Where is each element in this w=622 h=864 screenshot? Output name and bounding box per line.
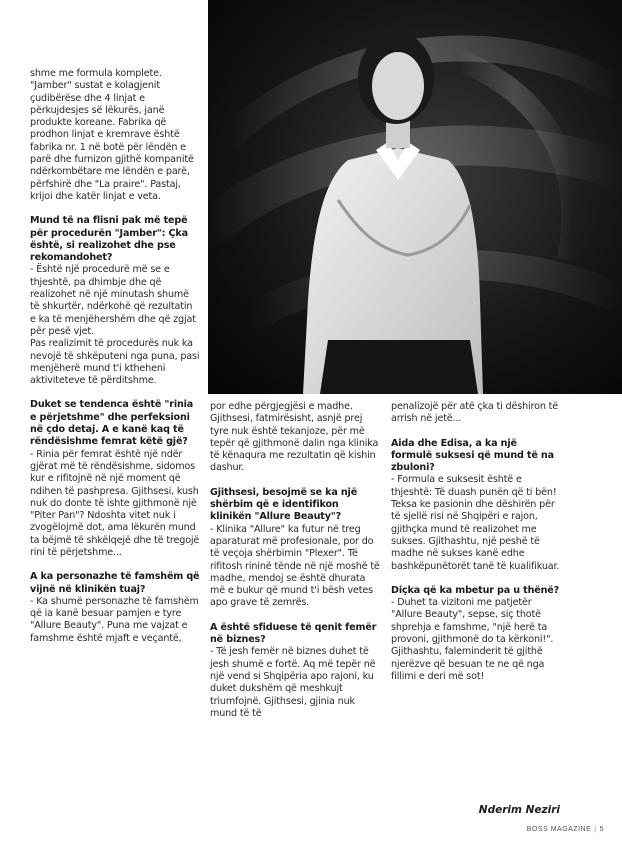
footer-separator: | <box>594 826 597 833</box>
interview-answer: - Ka shumë personazhe të famshëm që ia kanë besuar pamjen e tyre "Allure Beauty". Puna me vajzat e famshme është mjaft e veçantë, <box>30 595 199 644</box>
interview-question: A ka personazhe të famshëm që vijnë në klinikën tuaj? <box>30 571 200 595</box>
interview-question: Gjithsesi, besojmë se ka një shërbim që e identifikon klinikën "Allure Beauty"? <box>210 486 358 523</box>
interview-answer: Pas realizimit të procedurës nuk ka nevojë të shkëputeni nga puna, pasi menjëherë mund t'i ktheheni aktiviteteve të përditshme. <box>30 338 200 387</box>
text-column-1 <box>30 68 200 645</box>
interview-question: Diçka që ka mbetur pa u thënë? <box>391 584 560 596</box>
page-number: 5 <box>599 826 604 833</box>
author-byline: Nderim Neziri <box>478 804 560 816</box>
paragraph: por edhe përgjegjësi e madhe. Gjithsesi, fatmirësisht, asnjë prej tyre nuk është tekanjoze, për më tepër që gjithmonë dalin nga klinika të kënaqura me rezultatin që kishin dashur. <box>210 401 379 474</box>
interview-answer: - Është një procedurë më se e thjeshtë, pa dhimbje dhe që realizohet në një minutash shumë të shkurtër, ndërkohë që rezultatin e ka të menjëhershëm dhe që zgjat për pesë vjet. <box>30 264 196 337</box>
interview-answer: - Rinia për femrat është një ndër gjërat më të rëndësishme, sidomos kur e rifitojnë në një moment që ndihen të pashpresa. Gjithsesi, kush nuk do donte të ishte gjithmonë një "Piter Pan"? Ndoshta vitet nuk i zvogëlojmë dot, ama lëkurën mund ta bëjmë të shkëlqejë dhe të tregojë rini të përjetshme... <box>30 448 200 558</box>
interview-answer: - Të jesh femër në biznes duhet të jesh shumë e fortë. Aq më tepër në një vend si Shqipëria apo rajoni, ku duket dukshëm që meshkujt triumfojnë. Gjithsesi, gjinia nuk mund të të <box>210 646 376 719</box>
interview-answer: - Klinika "Allure" ka futur në treg aparaturat më profesionale, por do të veçoja shërbimin "Plexer". Të rifitosh rininë tënde në një moshë të madhe, mendoj se është dhurata më e bukur që mund t'i bësh vetes apo grave të zemrës. <box>210 523 380 609</box>
interview-question: Mund të na flisni pak më tepë për procedurën "Jamber": Çka është, si realizohet dhe pse rekomandohet? <box>30 215 188 264</box>
page-footer <box>527 826 604 833</box>
interview-question: Aida dhe Edisa, a ka një formulë suksesi që mund të na zbuloni? <box>391 437 554 474</box>
text-column-2 <box>210 401 380 720</box>
text-column-3 <box>391 401 561 683</box>
paragraph: shme me formula komplete. "Jamber" sustat e kolagjenit çudibërëse dhe 4 linjat e përkujdesjes së lëkurës, janë produkte koreane. Fabrika që prodhon linjat e kremrave është fabrika nr. 1 në botë për lëndën e parë dhe furnizon gjithë kompanitë ndërkombëtare me lëndën e parë, përfshirë dhe "La praire". Pastaj, krijoi dhe katër linjat e veta. <box>30 68 194 202</box>
magazine-name: BOSS MAGAZINE <box>526 826 592 833</box>
interview-answer: - Formula e suksesit është e thjeshtë: Të duash punën që ti bën! Teksa ke pasionin dhe dëshirën për të sjellë risi në Shqipëri e rajon, gjithçka mund të realizohet me sukses. Gjithashtu, një peshë të madhe në sukses kanë edhe bashkëpunëtorët tanë të kualifikuar. <box>391 474 560 572</box>
paragraph: penalizojë për atë çka ti dëshiron të arrish në jetë... <box>391 401 559 425</box>
interview-answer: - Duhet ta vizitoni me patjetër "Allure Beauty", sepse, siç thotë shprehja e famshme, "një herë ta provoni, gjithmonë do ta kërkoni!". Gjithashtu, faleminderit të gjithë njerëzve që besuan te ne që nga fillimi e deri më sot! <box>391 597 554 682</box>
interview-question: A është sfiduese të qenit femër në biznes? <box>210 621 377 646</box>
portrait-photo <box>208 0 622 394</box>
interview-question: Duket se tendenca është "rinia e përjetshme" dhe perfeksioni në çdo detaj. A e kanë kaq të rëndësishme femrat këtë gjë? <box>30 399 194 448</box>
